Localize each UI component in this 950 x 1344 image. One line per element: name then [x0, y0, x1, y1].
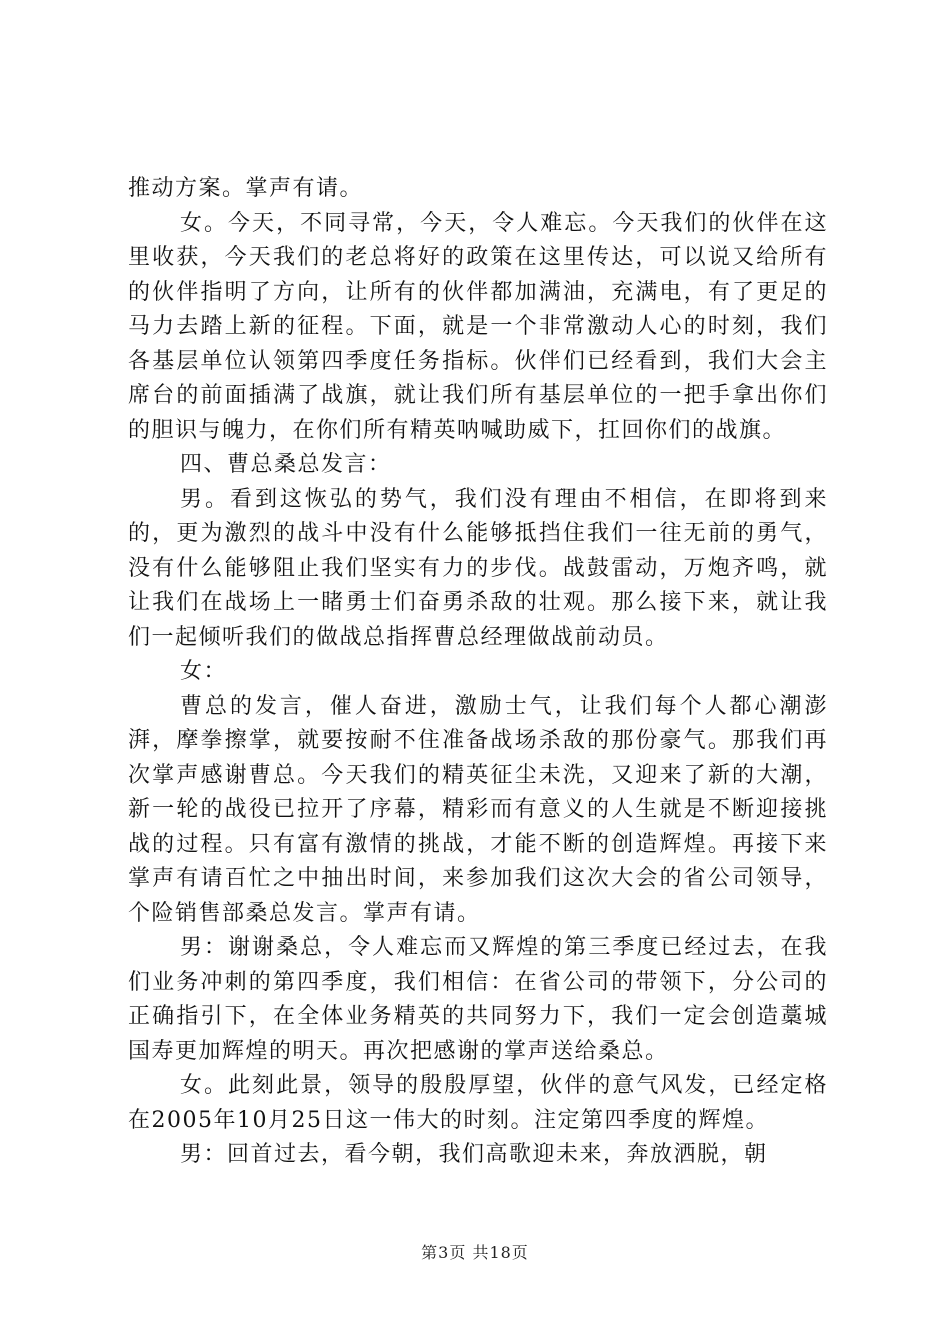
- paragraph: 男：回首过去，看今朝，我们高歌迎未来，奔放洒脱，朝: [180, 1142, 768, 1167]
- page-footer: 第3页 共18页: [421, 1243, 529, 1262]
- paragraph: 女。此刻此景，领导的殷殷厚望，伙伴的意气风发，已经定格在2005年10月25日这一伟大的时刻。注定第四季度的辉煌。: [128, 1073, 828, 1133]
- body-text: [128, 172, 828, 1173]
- paragraph: 女。今天，不同寻常，今天，令人难忘。今天我们的伙伴在这里收获，今天我们的老总将好的政策在这里传达，可以说又给所有的伙伴指明了方向，让所有的伙伴都加满油，充满电，有了更足的马力去踏上新的征程。下面，就是一个非常激动人心的时刻，我们各基层单位认领第四季度任务指标。伙伴们已经看到，我们大会主席台的前面插满了战旗，就让我们所有基层单位的一把手拿出你们的胆识与魄力，在你们所有精英呐喊助威下，扛回你们的战旗。: [128, 210, 828, 443]
- section-heading: 四、曹总桑总发言：: [180, 452, 392, 477]
- paragraph: 男。看到这恢弘的势气，我们没有理由不相信，在即将到来的，更为激烈的战斗中没有什么能够抵挡住我们一往无前的勇气，没有什么能够阻止我们坚实有力的步伐。战鼓雷动，万炮齐鸣，就让我们在战场上一睹勇士们奋勇杀敌的壮观。那么接下来，就让我们一起倾听我们的做战总指挥曹总经理做战前动员。: [128, 486, 828, 650]
- paragraph: 曹总的发言，催人奋进，激励士气，让我们每个人都心潮澎湃，摩拳擦掌，就要按耐不住准备战场杀敌的那份豪气。那我们再次掌声感谢曹总。今天我们的精英征尘未洗，又迎来了新的大潮，新一轮的战役已拉开了序幕，精彩而有意义的人生就是不断迎接挑战的过程。只有富有激情的挑战，才能不断的创造辉煌。再接下来掌声有请百忙之中抽出时间，来参加我们这次大会的省公司领导，个险销售部桑总发言。掌声有请。: [128, 693, 828, 926]
- speaker-label: 女：: [180, 659, 228, 684]
- paragraph: 推动方案。掌声有请。: [128, 176, 364, 201]
- paragraph: 男：谢谢桑总，令人难忘而又辉煌的第三季度已经过去，在我们业务冲刺的第四季度，我们相信：在省公司的带领下，分公司的正确指引下，在全体业务精英的共同努力下，我们一定会创造藁城国寿更加辉煌的明天。再次把感谢的掌声送给桑总。: [128, 935, 828, 1064]
